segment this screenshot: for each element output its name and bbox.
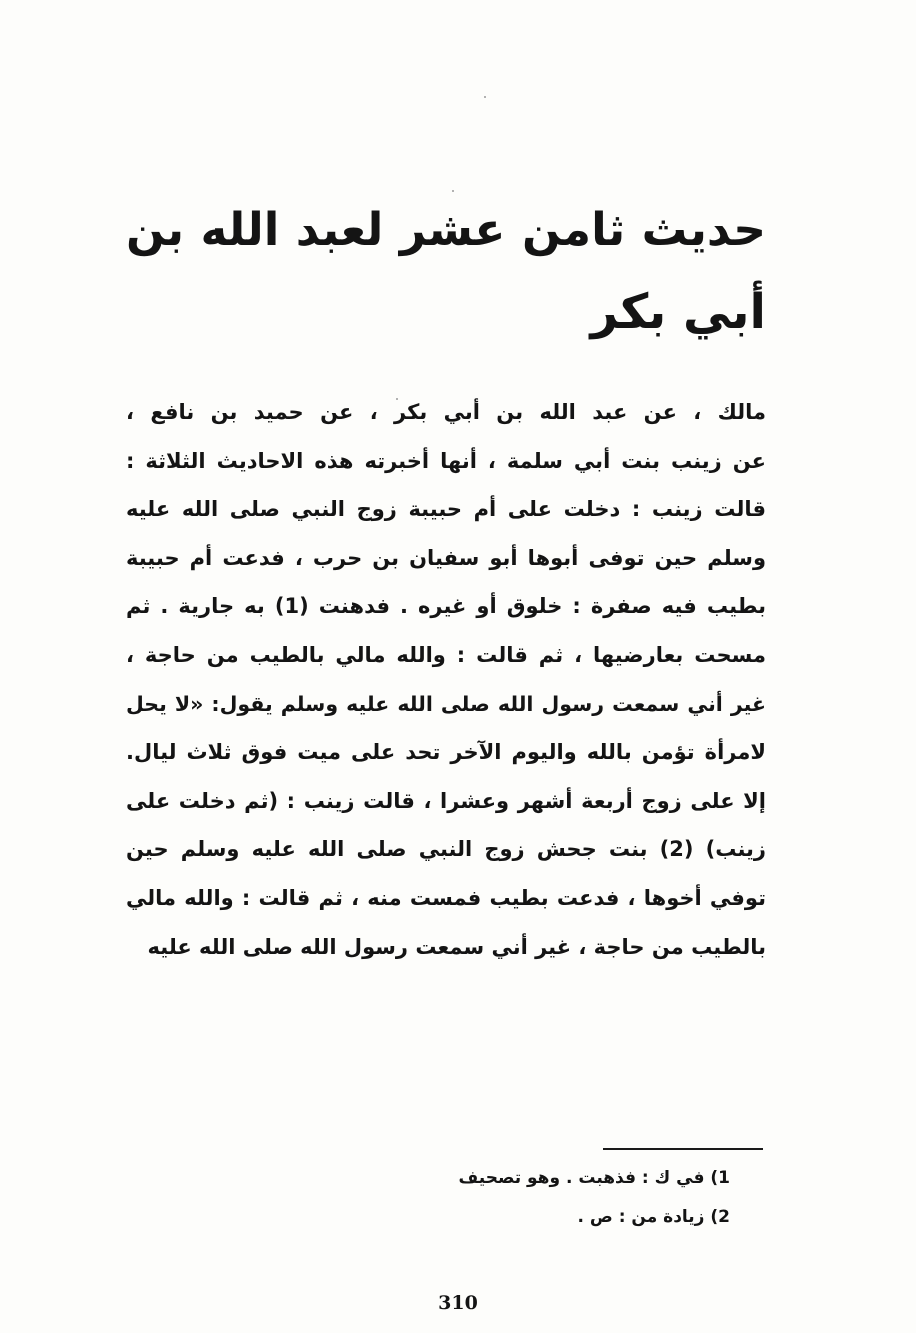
hadith-body-text [126,388,766,971]
body-line: بالطيب من حاجة ، غير أني سمعت رسول الله صلى الله عليه [147,934,766,959]
footnote-separator [603,1148,763,1150]
chapter-title-line-1: حديث ثامن عشر لعبد الله بن [126,203,766,256]
body-line: غير أني سمعت رسول الله صلى الله عليه وسلم يقول: «لا يحل [126,691,766,716]
body-line: بطيب فيه صفرة : خلوق أو غيره . فدهنت (1) به جارية . ثم [126,594,766,619]
body-line: إلا على زوج أربعة أشهر وعشرا ، قالت زينب : (ثم دخلت على [126,788,766,813]
print-speck [484,96,486,98]
body-line: مالك ، عن عبد الله بن أبي بكر ، عن حميد بن نافع ، [126,400,766,424]
footnote-1: 1) في ك : فذهبت . وهو تصحيف [458,1168,730,1188]
page-number: 310 [438,1292,478,1314]
print-speck [452,190,454,192]
body-line: توفي أخوها ، فدعت بطيب فمست منه ، ثم قالت : والله مالي [126,885,766,910]
body-line: زينب) (2) بنت جحش زوج النبي صلى الله عليه وسلم حين [126,837,766,862]
body-line: وسلم حين توفى أبوها أبو سفيان بن حرب ، فدعت أم حبيبة [126,545,766,570]
body-line: قالت زينب : دخلت على أم حبيبة زوج النبي صلى الله عليه [126,497,766,522]
body-line: عن زينب بنت أبي سلمة ، أنها أخبرته هذه الاحاديث الثلاثة : [126,448,766,473]
footnote-2: 2) زيادة من : ص . [577,1207,730,1227]
body-line: مسحت بعارضيها ، ثم قالت : والله مالي بالطيب من حاجة ، [126,642,766,667]
chapter-title-line-2: أبي بكر [590,284,766,340]
body-line: لامرأة تؤمن بالله واليوم الآخر تحد على ميت فوق ثلاث ليال. [126,740,766,765]
